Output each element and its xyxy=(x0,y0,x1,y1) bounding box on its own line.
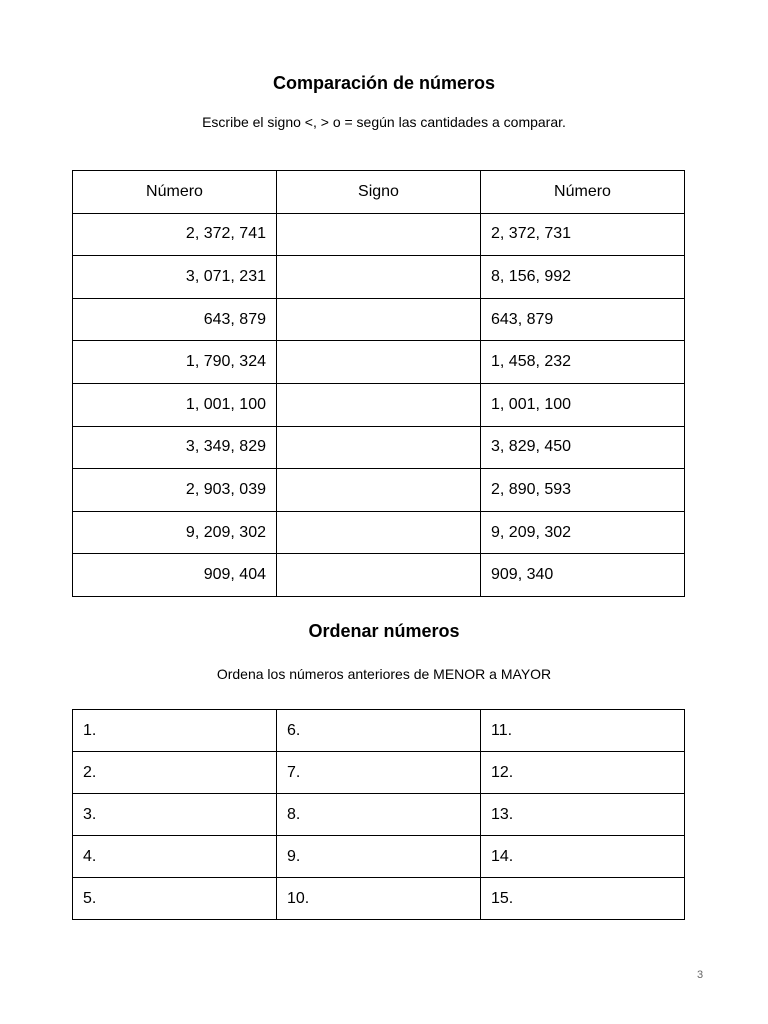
right-number: 643, 879 xyxy=(481,298,685,341)
header-numero-left: Número xyxy=(73,171,277,214)
answer-cell[interactable]: 15. xyxy=(481,878,685,920)
answer-cell[interactable]: 6. xyxy=(277,710,481,752)
answer-cell[interactable]: 5. xyxy=(73,878,277,920)
left-number: 9, 209, 302 xyxy=(73,511,277,554)
right-number: 1, 001, 100 xyxy=(481,383,685,426)
table-row xyxy=(73,752,685,794)
sign-cell[interactable] xyxy=(277,554,481,597)
left-number: 3, 349, 829 xyxy=(73,426,277,469)
right-number: 8, 156, 992 xyxy=(481,256,685,299)
sign-cell[interactable] xyxy=(277,426,481,469)
left-number: 909, 404 xyxy=(73,554,277,597)
answer-cell[interactable]: 4. xyxy=(73,836,277,878)
answer-cell[interactable]: 10. xyxy=(277,878,481,920)
section-title-ordenar: Ordenar números xyxy=(308,621,460,641)
page-number: 3 xyxy=(697,969,704,981)
answer-cell[interactable]: 11. xyxy=(481,710,685,752)
header-numero-right: Número xyxy=(481,171,685,214)
table-row xyxy=(73,256,685,299)
table-row xyxy=(73,426,685,469)
sign-cell[interactable] xyxy=(277,383,481,426)
sign-cell[interactable] xyxy=(277,341,481,384)
table-row xyxy=(73,469,685,512)
left-number: 2, 372, 741 xyxy=(73,213,277,256)
table-row xyxy=(73,710,685,752)
answer-cell[interactable]: 8. xyxy=(277,794,481,836)
table-row xyxy=(73,794,685,836)
instruction-ordenar: Ordena los números anteriores de MENOR a MAYOR xyxy=(216,666,552,682)
answer-cell[interactable]: 2. xyxy=(73,752,277,794)
right-number: 2, 890, 593 xyxy=(481,469,685,512)
answer-cell[interactable]: 3. xyxy=(73,794,277,836)
right-number: 9, 209, 302 xyxy=(481,511,685,554)
table-row xyxy=(73,213,685,256)
table-row xyxy=(73,298,685,341)
table-row xyxy=(73,511,685,554)
left-number: 1, 790, 324 xyxy=(73,341,277,384)
answer-cell[interactable]: 12. xyxy=(481,752,685,794)
sign-cell[interactable] xyxy=(277,511,481,554)
table-header-row xyxy=(73,171,685,214)
sign-cell[interactable] xyxy=(277,298,481,341)
table-row xyxy=(73,836,685,878)
answer-cell[interactable]: 9. xyxy=(277,836,481,878)
answer-cell[interactable]: 13. xyxy=(481,794,685,836)
sign-cell[interactable] xyxy=(277,256,481,299)
left-number: 2, 903, 039 xyxy=(73,469,277,512)
header-signo: Signo xyxy=(277,171,481,214)
section-title-comparacion: Comparación de números xyxy=(272,73,496,93)
right-number: 1, 458, 232 xyxy=(481,341,685,384)
ordering-table xyxy=(72,709,685,920)
left-number: 1, 001, 100 xyxy=(73,383,277,426)
table-row xyxy=(73,878,685,920)
right-number: 3, 829, 450 xyxy=(481,426,685,469)
table-row xyxy=(73,383,685,426)
table-row xyxy=(73,554,685,597)
right-number: 2, 372, 731 xyxy=(481,213,685,256)
right-number: 909, 340 xyxy=(481,554,685,597)
table-row xyxy=(73,341,685,384)
left-number: 3, 071, 231 xyxy=(73,256,277,299)
left-number: 643, 879 xyxy=(73,298,277,341)
comparison-table xyxy=(72,170,685,597)
instruction-comparacion: Escribe el signo <, > o = según las cantidades a comparar. xyxy=(202,114,566,130)
answer-cell[interactable]: 14. xyxy=(481,836,685,878)
answer-cell[interactable]: 7. xyxy=(277,752,481,794)
answer-cell[interactable]: 1. xyxy=(73,710,277,752)
sign-cell[interactable] xyxy=(277,213,481,256)
sign-cell[interactable] xyxy=(277,469,481,512)
